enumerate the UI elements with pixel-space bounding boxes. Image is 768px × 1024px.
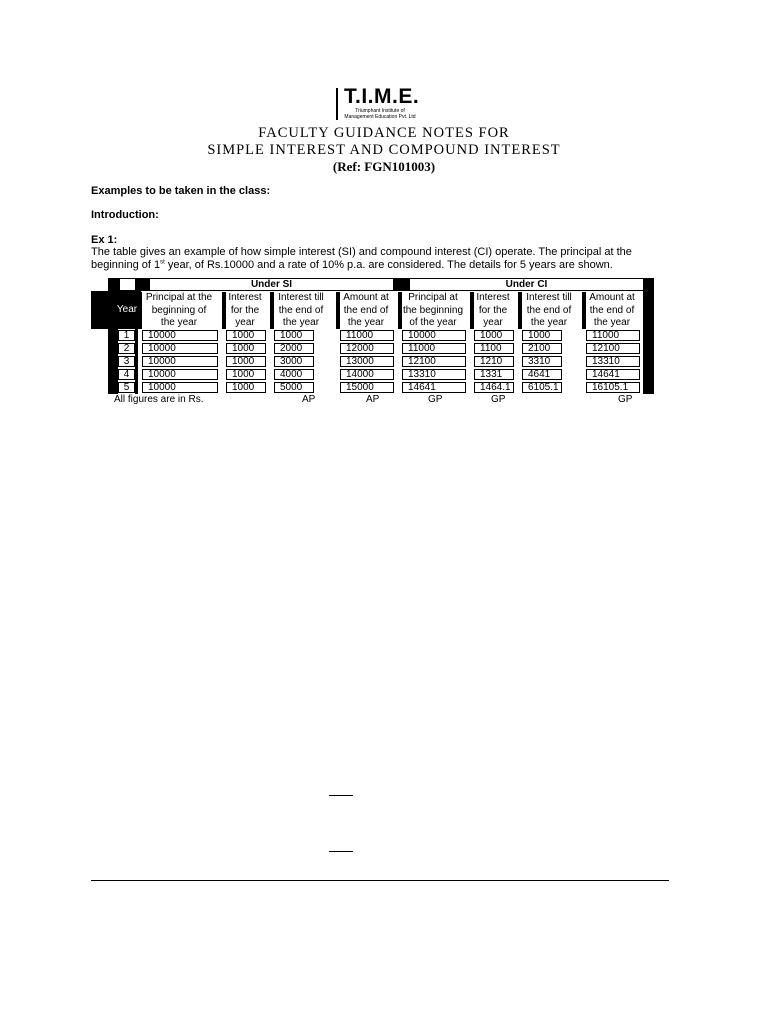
data-value-r2-c2: 1000 <box>232 343 255 354</box>
column-header-6-line-2: for the <box>478 304 508 316</box>
data-value-r2-c1: 10000 <box>148 343 176 354</box>
data-value-r3-c2: 1000 <box>232 356 255 367</box>
data-value-r4-c3: 4000 <box>280 369 303 380</box>
data-value-r1-c6: 1000 <box>480 330 503 341</box>
footer-rule <box>91 880 669 881</box>
data-value-r3-c6: 1210 <box>480 356 503 367</box>
data-value-r4-c2: 1000 <box>232 369 255 380</box>
superscript: st <box>160 259 165 266</box>
footer-tag-4: GP <box>491 394 506 405</box>
column-header-3-line-3: the year <box>282 317 320 328</box>
group-header-blank <box>120 279 135 290</box>
column-header-2-line-2: for the <box>230 304 260 316</box>
short-rule-1 <box>329 795 353 796</box>
data-value-r1-c3: 1000 <box>280 330 303 341</box>
footer-tag-1: AP <box>302 394 316 405</box>
data-value-r1-c7: 1000 <box>528 330 551 341</box>
column-header-1-line-2: beginning of <box>151 304 207 316</box>
data-value-r3-c3: 3000 <box>280 356 303 367</box>
intro-paragraph <box>91 246 671 272</box>
column-header-1-line-3: the year <box>160 317 198 328</box>
column-header-year: Year <box>116 304 138 315</box>
year-value-1: 1 <box>123 330 130 341</box>
body-left-block <box>108 329 118 394</box>
reference-code: (Ref: FGN101003) <box>332 159 436 174</box>
data-value-r1-c1: 10000 <box>148 330 176 341</box>
data-value-r4-c1: 10000 <box>148 369 176 380</box>
data-value-r5-c5: 14641 <box>408 382 436 393</box>
data-value-r2-c7: 2100 <box>528 343 551 354</box>
title-line-1: FACULTY GUIDANCE NOTES FOR <box>258 125 510 141</box>
data-value-r2-c5: 11000 <box>408 343 436 354</box>
column-header-4-line-2: the end of <box>343 304 389 316</box>
title-line-2: SIMPLE INTEREST AND COMPOUND INTEREST <box>207 142 561 158</box>
body-left-inner-block <box>135 329 138 394</box>
data-value-r3-c4: 13000 <box>346 356 374 367</box>
data-value-r2-c3: 2000 <box>280 343 303 354</box>
data-value-r1-c2: 1000 <box>232 330 255 341</box>
year-value-4: 4 <box>123 369 130 380</box>
column-header-3-line-1: Interest till <box>278 292 324 303</box>
column-header-5-line-1: Principal at <box>408 292 458 303</box>
data-value-r5-c2: 1000 <box>232 382 255 393</box>
introduction-heading: Introduction: <box>91 209 159 221</box>
paragraph-part-2: year, of Rs.10000 and a rate of 10% p.a. are considered. The details for 5 years are shown. <box>164 259 613 271</box>
footer-tag-5: GP <box>618 394 633 405</box>
data-value-r5-c3: 5000 <box>280 382 303 393</box>
column-header-7-line-1: Interest till <box>526 292 572 303</box>
data-value-r5-c1: 10000 <box>148 382 176 393</box>
year-value-2: 2 <box>123 343 130 354</box>
data-value-r5-c8: 16105.1 <box>592 382 629 393</box>
data-value-r2-c8: 12100 <box>592 343 620 354</box>
column-header-4-line-1: Amount at <box>343 292 389 303</box>
column-header-1-line-1: Principal at the <box>145 292 213 303</box>
footer-tag-2: AP <box>366 394 380 405</box>
column-header-4-line-3: the year <box>347 317 385 328</box>
footer-note: All figures are in Rs. <box>114 394 204 405</box>
data-value-r5-c7: 6105.1 <box>528 382 559 393</box>
header-right-block <box>643 291 654 329</box>
data-value-r5-c4: 15000 <box>346 382 374 393</box>
logo-text: T.I.M.E. <box>344 85 420 108</box>
data-value-r2-c6: 1100 <box>480 343 502 354</box>
data-value-r3-c5: 12100 <box>408 356 436 367</box>
body-right-block <box>643 329 654 394</box>
data-value-r4-c8: 14641 <box>592 369 620 380</box>
data-value-r5-c6: 1464.1 <box>480 382 511 393</box>
data-value-r4-c5: 13310 <box>408 369 436 380</box>
column-header-8-line-3: the year <box>593 317 631 328</box>
column-header-2-line-1: Interest <box>228 292 262 303</box>
data-value-r4-c4: 14000 <box>346 369 374 380</box>
column-header-3-line-2: the end of <box>278 304 324 316</box>
data-value-r3-c1: 10000 <box>148 356 176 367</box>
column-header-5-line-2: the beginning <box>402 304 464 316</box>
logo-bar <box>336 88 338 120</box>
footer-tag-3: GP <box>428 394 443 405</box>
example-1-heading: Ex 1: <box>91 234 118 246</box>
column-header-7-line-3: the year <box>530 317 568 328</box>
column-header-2-line-3: year <box>235 317 255 328</box>
column-header-5-line-3: of the year <box>409 317 457 328</box>
data-value-r4-c6: 1331 <box>480 369 503 380</box>
examples-heading: Examples to be taken in the class: <box>91 185 271 197</box>
data-value-r1-c5: 10000 <box>408 330 436 341</box>
group-header-ci: Under CI <box>505 279 548 290</box>
column-header-8-line-2: the end of <box>589 304 635 316</box>
short-rule-2 <box>329 851 353 852</box>
year-value-3: 3 <box>123 356 130 367</box>
data-value-r4-c7: 4641 <box>528 369 551 380</box>
data-value-r1-c4: 11000 <box>346 330 374 341</box>
interest-table <box>108 278 654 405</box>
data-value-r2-c4: 12000 <box>346 343 374 354</box>
paragraph-part-1: The table gives an example of how simple interest (SI) and compound interest (CI) operate. The principal at the beginning of 1 <box>91 246 632 271</box>
data-value-r1-c8: 11000 <box>592 330 620 341</box>
data-value-r3-c7: 3310 <box>528 356 551 367</box>
data-value-r3-c8: 13310 <box>592 356 620 367</box>
column-header-7-line-2: the end of <box>526 304 572 316</box>
year-value-5: 5 <box>123 382 130 393</box>
time-logo <box>336 86 420 124</box>
group-header-si: Under SI <box>250 279 293 290</box>
column-header-8-line-1: Amount at <box>589 292 635 303</box>
logo-subtitle: Triumphant Institute of Management Education Pvt. Ltd <box>344 108 416 120</box>
column-header-6-line-3: year <box>483 317 503 328</box>
column-header-6-line-1: Interest <box>476 292 510 303</box>
